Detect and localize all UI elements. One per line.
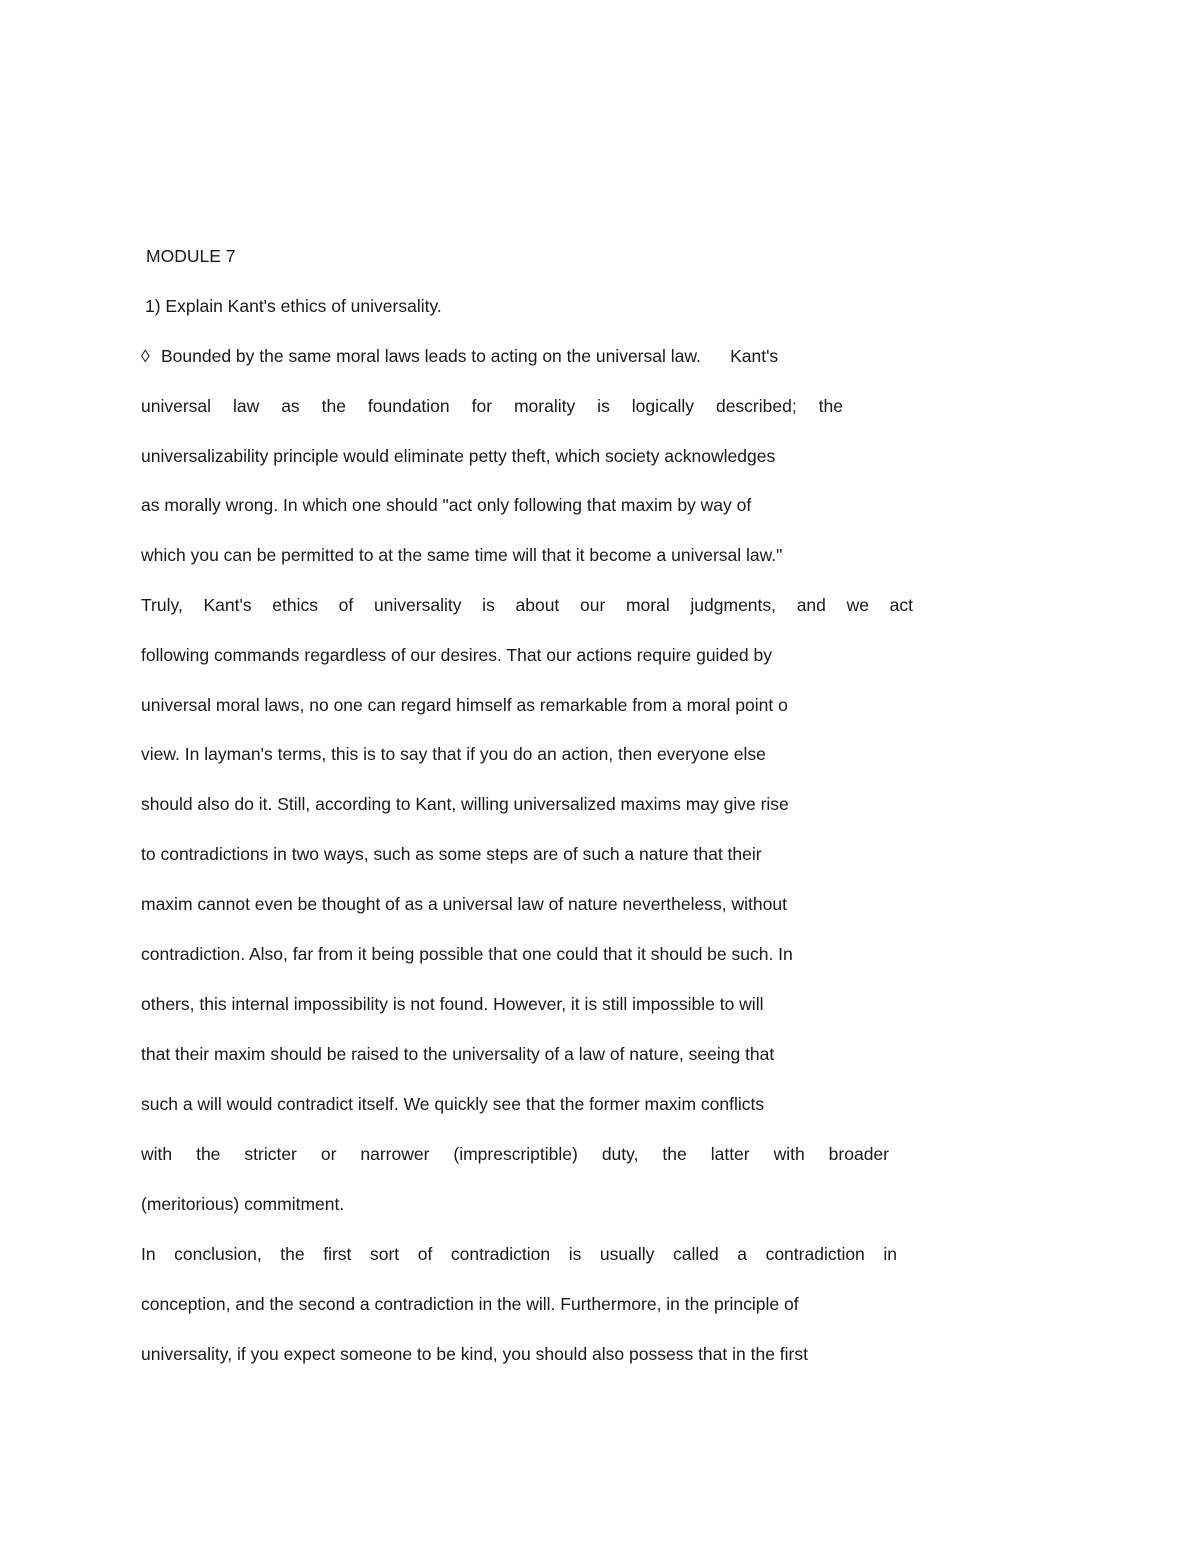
text-line: that their maxim should be raised to the universality of a law of nature, seeing that	[141, 1044, 775, 1064]
text-line: Truly, Kant's ethics of universality is about our moral judgments, and we act	[141, 595, 913, 615]
diamond-bullet-icon: ◊	[141, 346, 150, 366]
text-line: Bounded by the same moral laws leads to acting on the universal law. Kant's	[161, 346, 779, 366]
text-line: (meritorious) commitment.	[141, 1194, 345, 1214]
text-line: should also do it. Still, according to Kant, willing universalized maxims may give rise	[141, 794, 789, 814]
text-line: which you can be permitted to at the same time will that it become a universal law."	[141, 545, 783, 565]
text-line: as morally wrong. In which one should "act only following that maxim by way of	[141, 495, 752, 515]
text-line: universalizability principle would eliminate petty theft, which society acknowledges	[141, 446, 776, 466]
text-line: view. In layman's terms, this is to say that if you do an action, then everyone else	[141, 744, 766, 764]
module-heading: MODULE 7	[146, 246, 236, 266]
text-line: universal law as the foundation for morality is logically described; the	[141, 396, 843, 416]
text-line: with the stricter or narrower (imprescriptible) duty, the latter with broader	[141, 1144, 889, 1164]
text-line: In conclusion, the first sort of contradiction is usually called a contradiction in	[141, 1244, 897, 1264]
text-line: conception, and the second a contradiction in the will. Furthermore, in the principle of	[141, 1294, 799, 1314]
text-line: following commands regardless of our desires. That our actions require guided by	[141, 645, 772, 665]
bullet-paragraph-line	[141, 345, 778, 367]
text-line: to contradictions in two ways, such as some steps are of such a nature that their	[141, 844, 762, 864]
question-heading: 1) Explain Kant's ethics of universality.	[145, 296, 442, 316]
text-line: universal moral laws, no one can regard himself as remarkable from a moral point o	[141, 695, 788, 715]
text-line: such a will would contradict itself. We quickly see that the former maxim conflicts	[141, 1094, 765, 1114]
text-line: universality, if you expect someone to be kind, you should also possess that in the first	[141, 1344, 808, 1364]
text-line: maxim cannot even be thought of as a universal law of nature nevertheless, without	[141, 894, 787, 914]
text-line: contradiction. Also, far from it being possible that one could that it should be such. In	[141, 944, 793, 964]
text-line: others, this internal impossibility is not found. However, it is still impossible to will	[141, 994, 764, 1014]
